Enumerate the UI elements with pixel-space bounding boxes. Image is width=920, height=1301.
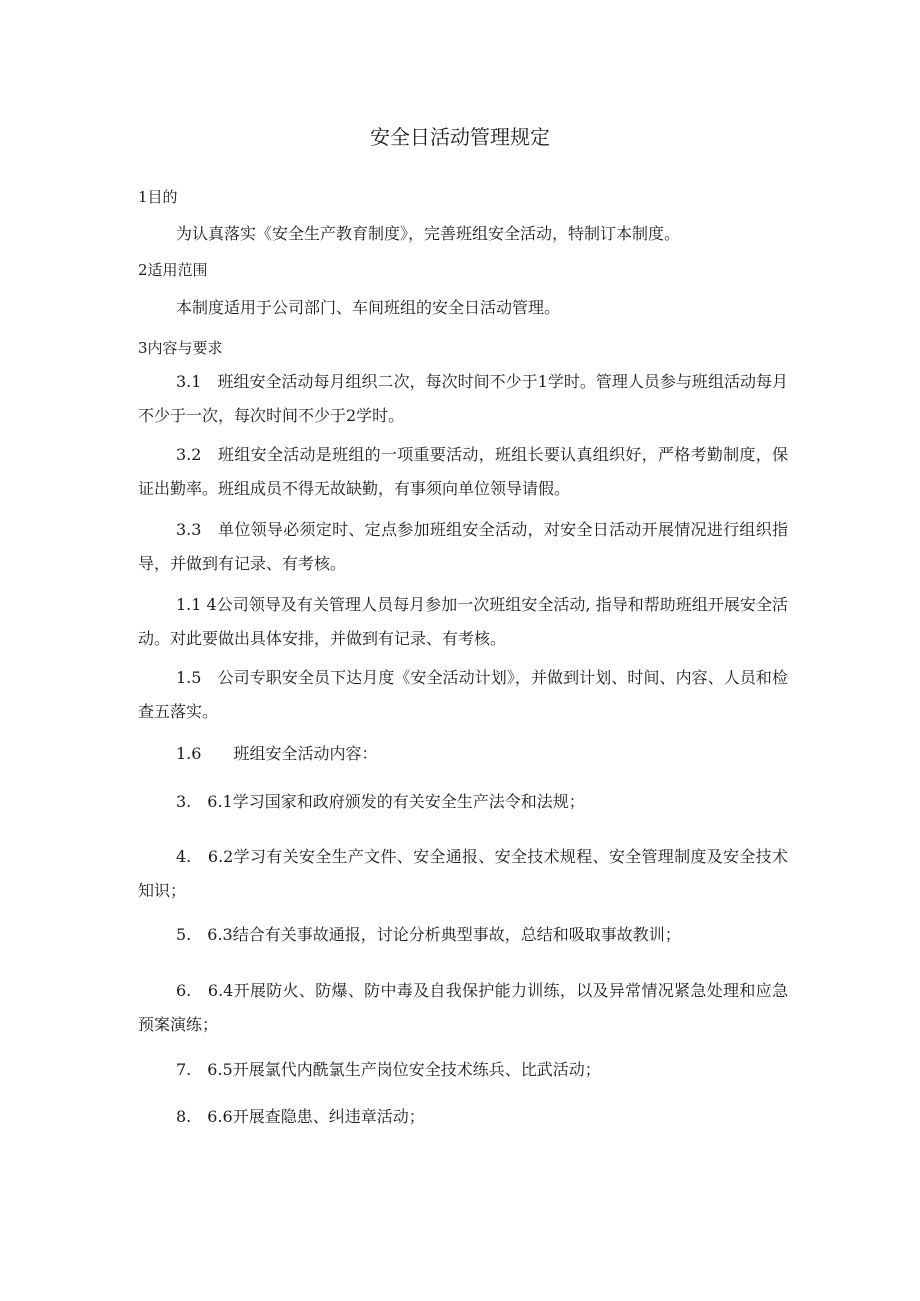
section-1-paragraph: 为认真落实《安全生产教育制度》，完善班组安全活动，特制订本制度。 [176, 224, 681, 243]
section-2-heading: 2适用范围 [138, 261, 208, 279]
list-item-6-2: 4. 6.2学习有关安全生产文件、安全通报、安全技术规程、安全管理制度及安全技术知识； [138, 847, 788, 900]
list-item-6-3: 5. 6.3结合有关事故通报，讨论分析典型事故，总结和吸取事故教训； [176, 925, 681, 944]
section-2-paragraph: 本制度适用于公司部门、车间班组的安全日活动管理。 [176, 298, 561, 317]
section-3-heading: 3内容与要求 [138, 339, 223, 357]
section-1-heading: 1目的 [138, 188, 178, 206]
list-item-6-5: 7. 6.5开展氯代内酰氯生产岗位安全技术练兵、比武活动； [176, 1060, 601, 1079]
clause-3-3: 3.3 单位领导必须定时、定点参加班组安全活动，对安全日活动开展情况进行组织指导，并做到有记录、有考核。 [138, 520, 788, 573]
list-item-6-4: 6. 6.4开展防火、防爆、防中毒及自我保护能力训练，以及异常情况紧急处理和应急预案演练； [138, 981, 788, 1034]
document-title: 安全日活动管理规定 [370, 125, 550, 149]
list-item-6-6: 8. 6.6开展查隐患、纠违章活动； [176, 1107, 425, 1126]
list-item-6-1: 3. 6.1学习国家和政府颁发的有关安全生产法令和法规； [176, 792, 585, 811]
clause-1-6: 1.6 班组安全活动内容： [176, 744, 378, 763]
clause-3-2: 3.2 班组安全活动是班组的一项重要活动，班组长要认真组织好，严格考勤制度，保证出勤率。班组成员不得无故缺勤，有事须向单位领导请假。 [138, 445, 788, 498]
clause-1-1-4: 1.1 4公司领导及有关管理人员每月参加一次班组安全活动, 指导和帮助班组开展安全活动。对此要做出具体安排，并做到有记录、有考核。 [138, 595, 788, 648]
clause-1-5: 1.5 公司专职安全员下达月度《安全活动计划》，并做到计划、时间、内容、人员和检查五落实。 [138, 668, 788, 721]
clause-3-1: 3.1 班组安全活动每月组织二次，每次时间不少于1学时。管理人员参与班组活动每月不少于一次，每次时间不少于2学时。 [138, 372, 788, 425]
